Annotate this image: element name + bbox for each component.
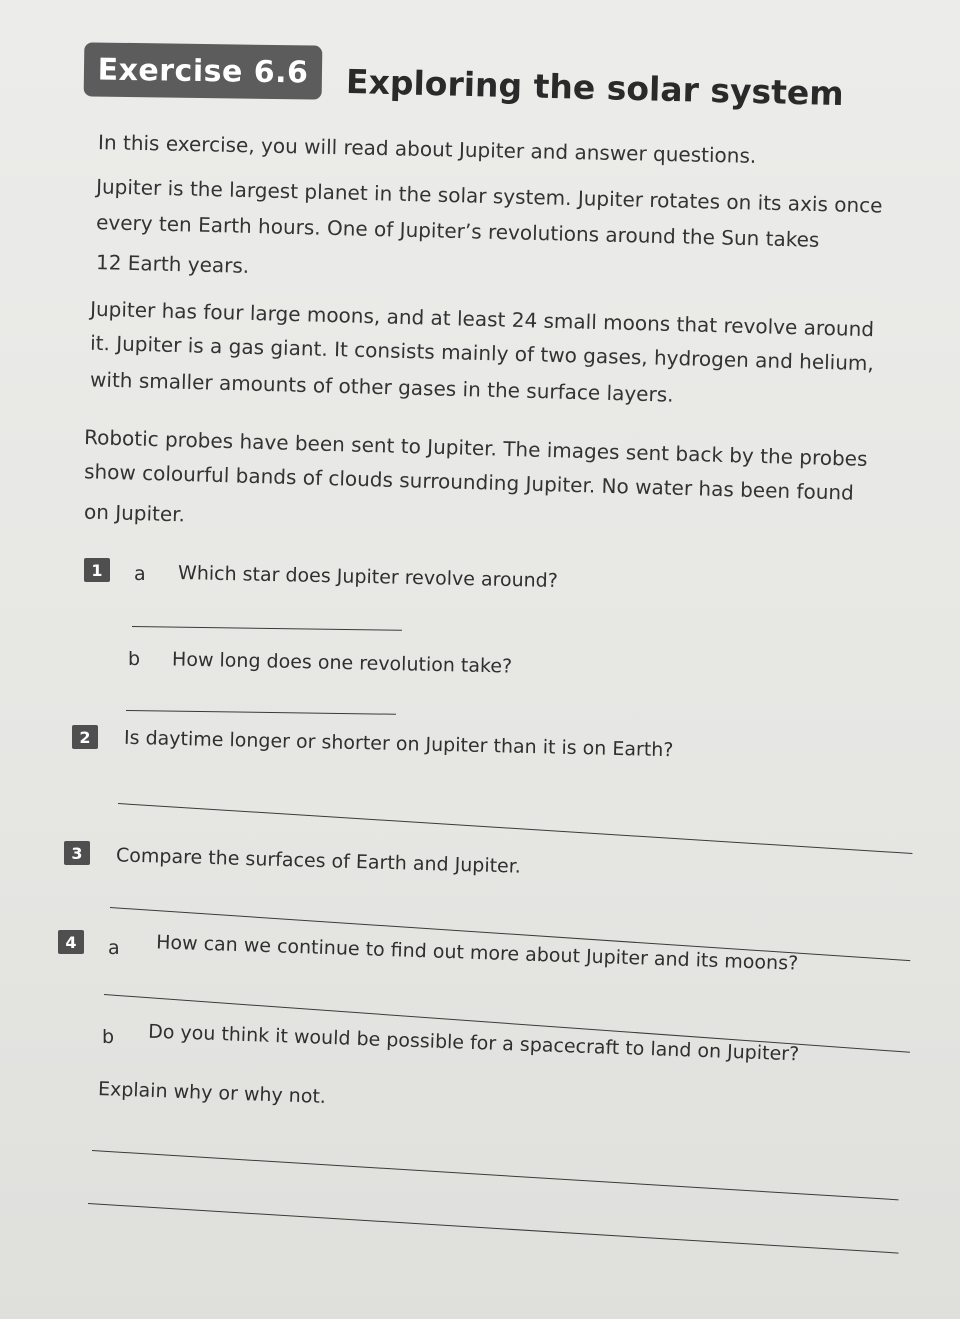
- question-4a-letter: a: [108, 937, 120, 959]
- exercise-badge-label: Exercise 6.6: [97, 52, 309, 90]
- question-4b-letter: b: [102, 1026, 115, 1048]
- question-4b-text: Do you think it would be possible for a spacecraft to land on Jupiter?: [147, 1020, 800, 1066]
- question-1a-text: Which star does Jupiter revolve around?: [177, 562, 559, 592]
- question-3-text: Compare the surfaces of Earth and Jupiter.: [115, 844, 522, 878]
- paragraph-2-line-1: Jupiter has four large moons, and at least 24 small moons that revolve around: [89, 296, 875, 342]
- paragraph-1-line-2: every ten Earth hours. One of Jupiter’s revolutions around the Sun takes: [95, 210, 820, 252]
- paragraph-1-line-3: 12 Earth years.: [95, 250, 250, 278]
- question-4-number: 4: [58, 930, 84, 954]
- paragraph-1-line-1: Jupiter is the largest planet in the solar system. Jupiter rotates on its axis once: [95, 174, 883, 218]
- question-1b-letter: b: [128, 648, 141, 670]
- exercise-badge: [84, 42, 323, 99]
- intro-text: In this exercise, you will read about Jupiter and answer questions.: [97, 130, 757, 168]
- answer-line-1b[interactable]: [126, 710, 396, 715]
- question-1a-letter: a: [134, 563, 146, 585]
- page-title: Exploring the solar system: [345, 61, 845, 114]
- question-2-text: Is daytime longer or shorter on Jupiter than it is on Earth?: [123, 726, 674, 762]
- question-3-number: 3: [64, 841, 90, 865]
- answer-line-1a[interactable]: [132, 626, 402, 631]
- paragraph-3-line-2: show colourful bands of clouds surrounding Jupiter. No water has been found: [83, 459, 855, 505]
- paragraph-2-line-2: it. Jupiter is a gas giant. It consists mainly of two gases, hydrogen and helium,: [89, 330, 875, 376]
- paragraph-3-line-1: Robotic probes have been sent to Jupiter. The images sent back by the probes: [83, 425, 868, 471]
- answer-line-2[interactable]: [118, 803, 912, 854]
- paragraph-2-line-3: with smaller amounts of other gases in the surface layers.: [89, 367, 674, 407]
- question-1b-text: How long does one revolution take?: [171, 648, 513, 678]
- paragraph-3-line-3: on Jupiter.: [83, 499, 186, 527]
- question-2-number: 2: [72, 725, 98, 749]
- answer-line-4b-1[interactable]: [92, 1150, 899, 1200]
- question-4b-explain: Explain why or why not.: [97, 1078, 327, 1108]
- question-4a-text: How can we continue to find out more about Jupiter and its moons?: [155, 931, 799, 975]
- answer-line-4b-2[interactable]: [88, 1203, 899, 1254]
- question-1-number: 1: [84, 558, 110, 582]
